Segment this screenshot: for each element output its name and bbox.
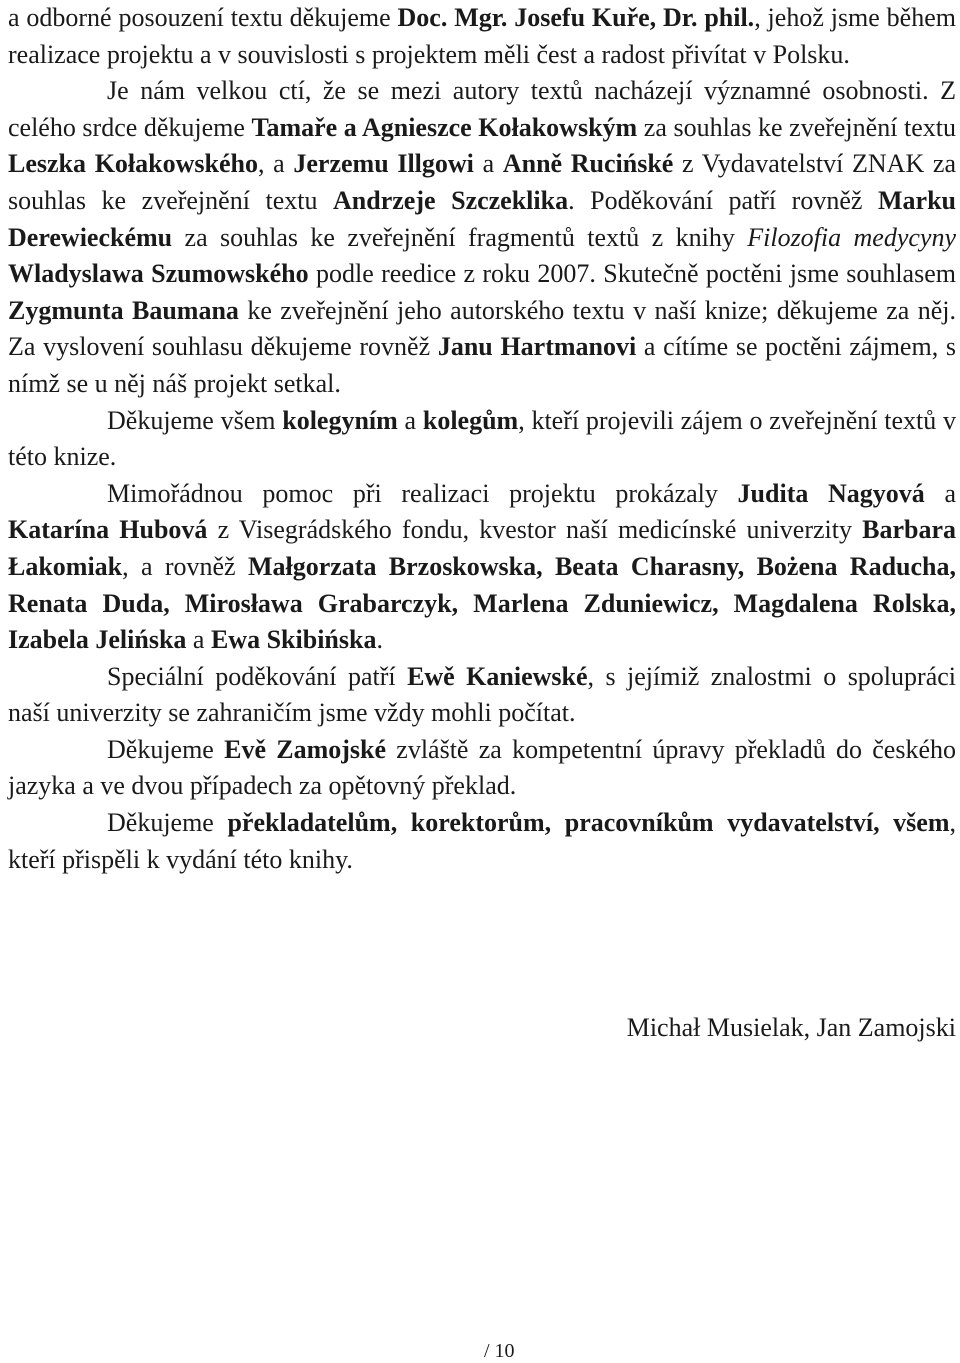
text-run: , a rovněž	[122, 551, 248, 581]
bold-name: Marku Derewieckému	[8, 185, 956, 252]
paragraph	[8, 805, 956, 878]
text-run: , kteří projevili zájem o zveřejnění textů v této knize.	[8, 405, 957, 472]
page-body	[8, 0, 956, 878]
text-run: za souhlas ke zveřejnění textu	[637, 112, 956, 142]
text-run: podle reedice z roku 2007. Skutečně poctěni jsme souhlasem	[308, 259, 956, 289]
text-run: za souhlas ke zveřejnění fragmentů textů z knihy	[172, 222, 748, 252]
text-run: z Visegrádského fondu, kvestor naší medicínské univerzity	[207, 515, 863, 545]
bold-name: Ewa Skibińska	[210, 625, 377, 655]
text-run: .	[376, 625, 383, 655]
text-run: Děkujeme	[107, 734, 225, 764]
paragraph	[8, 659, 956, 732]
text-run: Speciální poděkování patří	[107, 661, 408, 691]
bold-name: Anně Rucińské	[502, 149, 674, 179]
bold-name: Leszka Kołakowského	[8, 149, 258, 179]
text-run: a	[397, 405, 423, 435]
text-run: Děkujeme všem	[107, 405, 283, 435]
bold-name: Ewě Kaniewské	[407, 661, 588, 691]
bold-name: Andrzeje Szczeklika	[333, 185, 569, 215]
paragraph	[8, 73, 956, 402]
bold-name: Jerzemu Illgowi	[293, 149, 474, 179]
text-run: a	[924, 478, 956, 508]
text-run: Je nám velkou ctí, že se mezi autory textů nacházejí významné osobnosti. Z celého srdce děkujeme	[8, 76, 956, 142]
text-run: , jehož jsme během realizace projektu a v souvislosti s projektem měli čest a radost přivítat v Polsku.	[8, 3, 956, 69]
text-run: zvláště za kompetentní úpravy překladů do českého jazyka a ve dvou případech za opětovný překlad.	[8, 734, 956, 801]
text-run: z Vydavatelství ZNAK za souhlas ke zveřejnění textu	[8, 149, 957, 215]
text-run: , s jejímiž znalostmi o spolupráci naší univerzity se zahraničím jsme vždy mohli počítat.	[8, 661, 956, 728]
bold-name: Katarína Hubová	[8, 515, 208, 545]
text-run: a	[186, 625, 211, 655]
text-run: a cítíme se poctěni zájmem, s nímž se u něj náš projekt setkal.	[8, 332, 957, 398]
text-run: ke zveřejnění jeho autorského textu v naší knize; děkujeme za něj. Za vyslovení souhlasu děkujeme rovněž	[8, 295, 956, 362]
text-run: , kteří přispěli k vydání této knihy.	[8, 808, 957, 874]
paragraph	[8, 732, 956, 805]
text-run: Děkujeme	[107, 808, 228, 838]
text-run: . Poděkování patří rovněž	[568, 185, 878, 215]
text-run: a	[473, 149, 503, 179]
bold-name: Małgorzata Brzoskowska, Beata Charasny, Bożena Raducha, Renata Duda, Mirosława Grabarczyk, Marlena Zduniewicz, Magdalena Rolska, Izabela Jelińska	[8, 551, 956, 655]
bold-name: Tamaře a Agnieszce Kołakowským	[251, 112, 638, 142]
book-title: Filozofia medycyny	[747, 222, 957, 252]
text-run: , a	[257, 149, 294, 179]
paragraph	[8, 403, 956, 476]
bold-name: překladatelům, korektorům, pracovníkům vydavatelství, všem	[227, 808, 950, 838]
bold-name: Doc. Mgr. Josefu Kuře, Dr. phil.	[397, 3, 755, 32]
paragraph	[8, 476, 956, 659]
bold-name: kolegům	[422, 405, 519, 435]
paragraph	[8, 0, 956, 73]
text-run: a odborné posouzení textu děkujeme	[8, 3, 398, 32]
bold-name: Wladyslawa Szumowského	[8, 259, 309, 289]
bold-name: Janu Hartmanovi	[437, 332, 637, 362]
bold-name: Barbara Łakomiak	[8, 515, 957, 581]
page-number: / 10	[484, 1340, 515, 1362]
bold-name: Evě Zamojské	[224, 734, 387, 764]
bold-name: Zygmunta Baumana	[8, 295, 239, 325]
text-run: Mimořádnou pomoc při realizaci projektu prokázaly	[107, 478, 738, 508]
bold-name: kolegyním	[282, 405, 398, 435]
signature: Michał Musielak, Jan Zamojski	[626, 1013, 956, 1042]
bold-name: Judita Nagyová	[737, 478, 925, 508]
